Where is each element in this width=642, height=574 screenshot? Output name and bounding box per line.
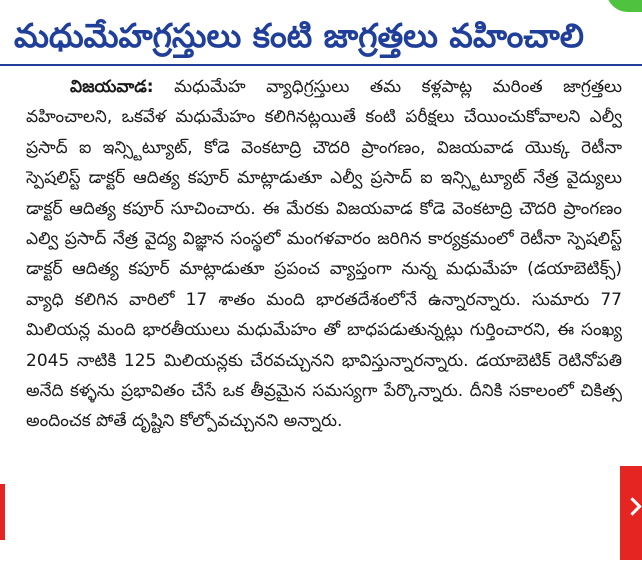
article-headline: మధుమేహగ్రస్తులు కంటి జాగ్రత్తలు వహించాలి — [14, 16, 584, 55]
next-page-tab[interactable] — [620, 466, 642, 560]
article-body — [26, 72, 622, 437]
left-edge-tab — [0, 484, 5, 540]
headline-divider — [0, 64, 642, 66]
article-body-text: మధుమేహ వ్యాధిగ్రస్తులు తమ కళ్లపాట్ల మరింత జాగ్రత్తలు వహించాలని, ఒకవేళ మధుమేహం కలిగినట్లయితే కంటి పరీక్షలు చేయించుకోవాలని ఎల్వీ ప్రసాద్ ఐ ఇన్స్టిట్యూట్, కోడె వెంకటాద్రి చౌదరి ప్రాంగణం, విజయవాడ యొక్క రెటీనా స్పెషలిస్ట్ డాక్టర్ ఆదిత్య కపూర్ మాట్లాడుతూ ఎల్వీ ప్రసాద్ ఐ ఇన్స్టిట్యూట్ నేత్ర వైద్యులు డాక్టర్ ఆదిత్య కపూర్ సూచించారు. ఈ మేరకు విజయవాడ కోడె వెంకటాద్రి చౌదరి ప్రాంగణం ఎల్వి ప్రసాద్ నేత్ర వైద్య విజ్ఞాన సంస్థలో మంగళవారం జరిగిన కార్యక్రమంలో రెటీనా స్పెషలిస్ట్ డాక్టర్ ఆదిత్య కపూర్ మాట్లాడుతూ ప్రపంచ వ్యాప్తంగా నున్న మధుమేహ (డయాబెటిక్స్) వ్యాధి కలిగిన వారిలో 17 శాతం మంది భారతదేశంలోనే ఉన్నారన్నారు. సుమారు 77 మిలియన్ల మంది భారతీయులు మధుమేహం తో బాధపడుతున్నట్లు గుర్తించారని, ఈ సంఖ్య 2045 నాటికి 125 మిలియన్లకు చేరవచ్చునని భావిస్తున్నారన్నారు. డయాబెటిక్ రెటినోపతి అనేది కళ్ళను ప్రభావితం చేసే ఒక తీవ్రమైన సమస్యగా పేర్కొన్నారు. దీనికి సకాలంలో చికిత్స అందించక పోతే దృష్టిని కోల్పోవచ్చునని అన్నారు. — [26, 77, 622, 432]
chevron-right-icon — [623, 497, 641, 515]
corner-badge — [606, 0, 642, 12]
article-dateline: విజయవాడ: — [70, 77, 154, 97]
